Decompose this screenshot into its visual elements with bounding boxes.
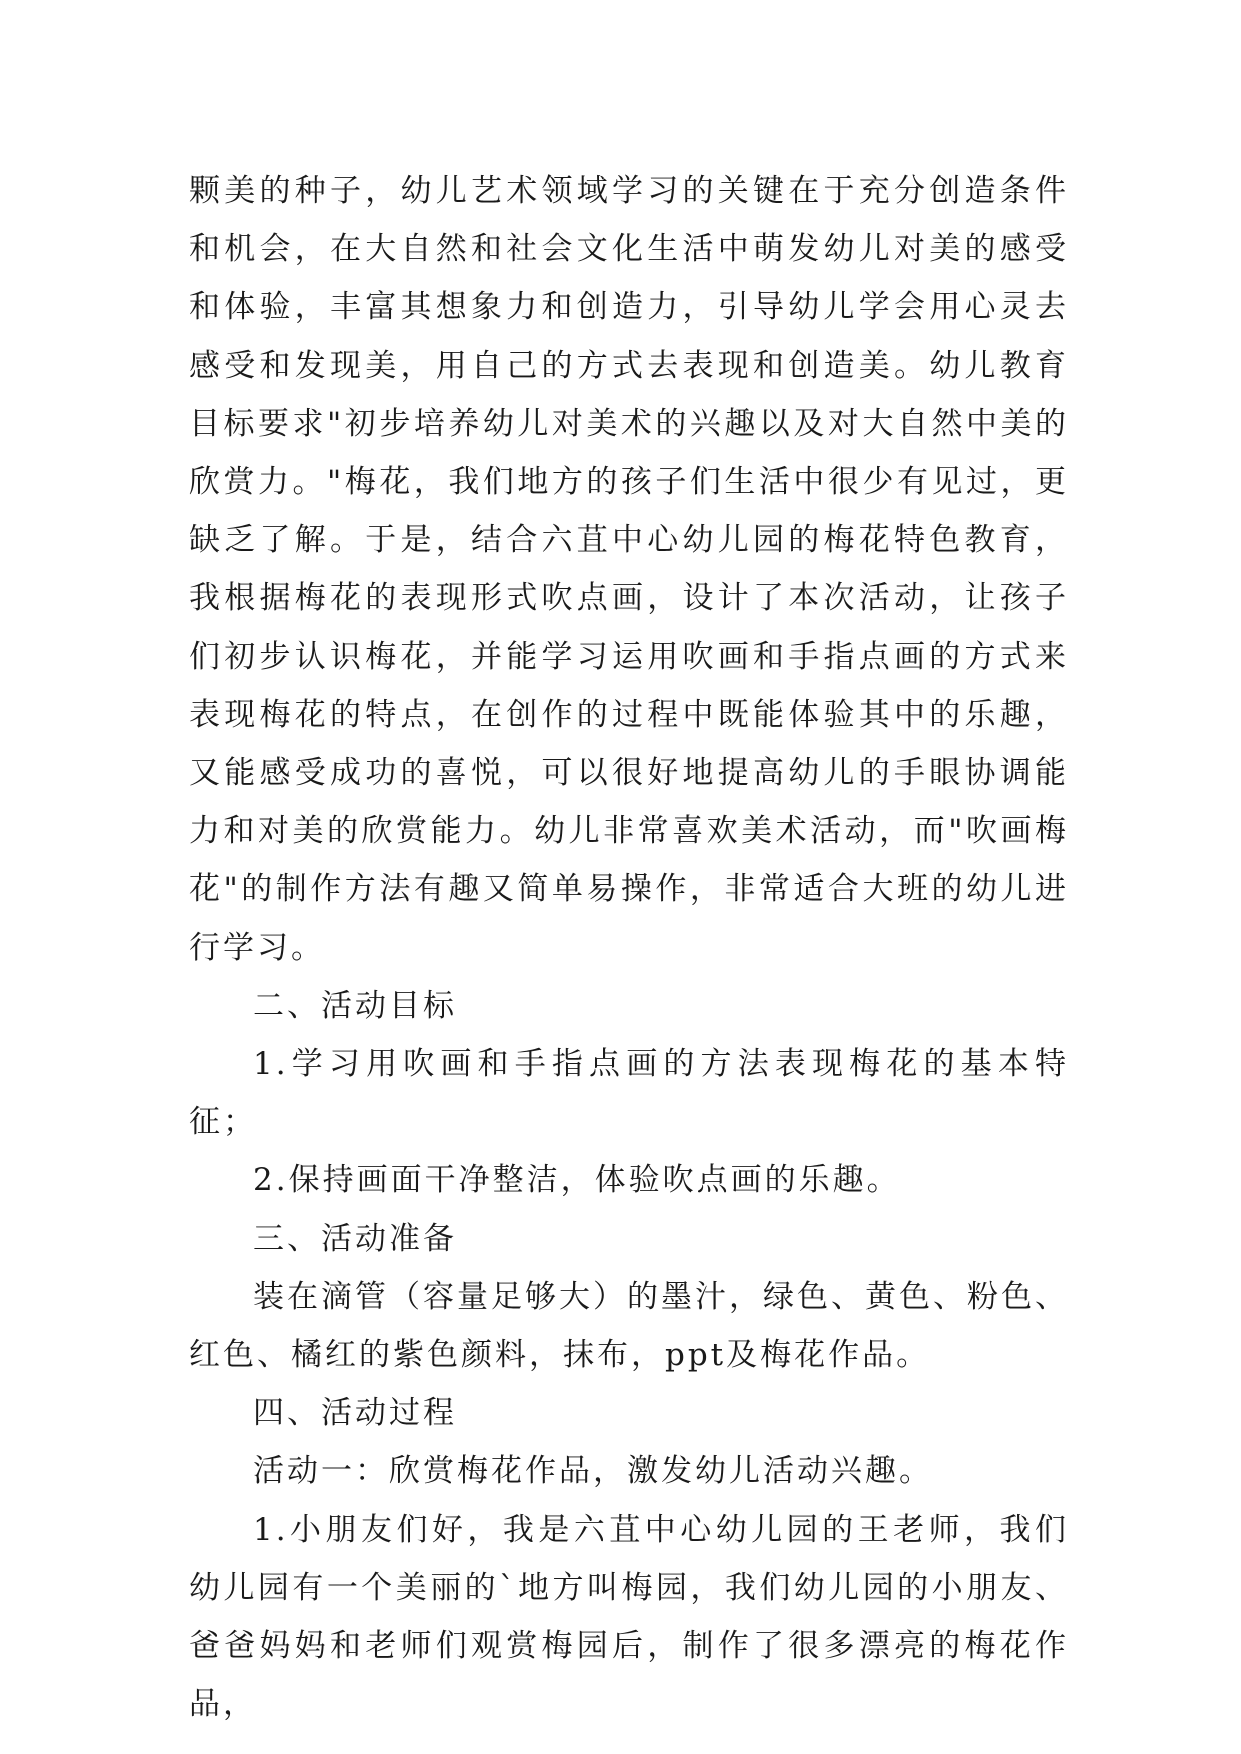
section-heading-process: 四、活动过程 (253, 1395, 457, 1432)
goal-item-1: 1.学习用吹画和手指点画的方法表现梅花的基本特征； (189, 1046, 1069, 1141)
goal-item-2: 2.保持画面干净整洁，体验吹点画的乐趣。 (253, 1162, 901, 1199)
section-heading-goals: 二、活动目标 (253, 987, 457, 1024)
document-body (189, 162, 1069, 1733)
activity-one-heading: 活动一：欣赏梅花作品，激发幼儿活动兴趣。 (253, 1453, 933, 1490)
paragraph-intro-continued: 颗美的种子，幼儿艺术领域学习的关键在于充分创造条件和机会，在大自然和社会文化生活中萌发幼儿对美的感受和体验，丰富其想象力和创造力，引导幼儿学会用心灵去感受和发现美，用自己的方式去表现和创造美。幼儿教育目标要求"初步培养幼儿对美术的兴趣以及对大自然中美的欣赏力。"梅花，我们地方的孩子们生活中很少有见过，更缺乏了解。于是，结合六苴中心幼儿园的梅花特色教育，我根据梅花的表现形式吹点画，设计了本次活动，让孩子们初步认识梅花，并能学习运用吹画和手指点画的方式来表现梅花的特点，在创作的过程中既能体验其中的乐趣，又能感受成功的喜悦，可以很好地提高幼儿的手眼协调能力和对美的欣赏能力。幼儿非常喜欢美术活动，而"吹画梅花"的制作方法有趣又简单易操作，非常适合大班的幼儿进行学习。 (189, 173, 1069, 966)
preparation-paragraph: 装在滴管（容量足够大）的墨汁，绿色、黄色、粉色、红色、橘红的紫色颜料，抹布，ppt及梅花作品。 (189, 1278, 1069, 1374)
activity-one-step-1: 1.小朋友们好，我是六苴中心幼儿园的王老师，我们幼儿园有一个美丽的`地方叫梅园，我们幼儿园的小朋友、爸爸妈妈和老师们观赏梅园后，制作了很多漂亮的梅花作品， (189, 1511, 1069, 1723)
section-heading-preparation: 三、活动准备 (253, 1220, 457, 1257)
